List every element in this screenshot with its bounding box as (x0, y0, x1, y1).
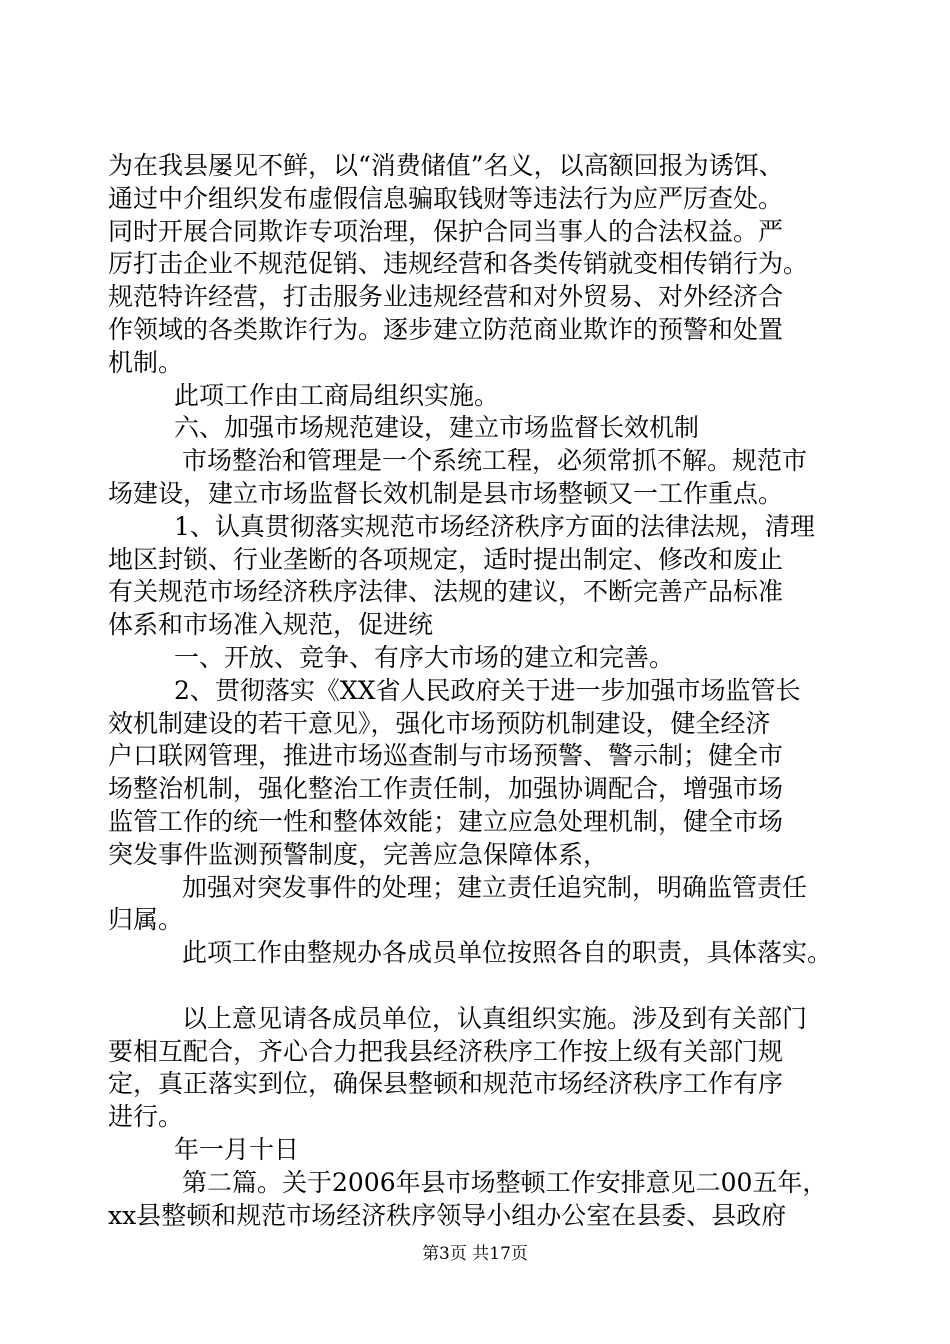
text-line: 场建设，建立市场监督长效机制是县市场整顿又一工作重点。 (108, 478, 784, 508)
section-heading: 六、加强市场规范建设，建立市场监督长效机制 (174, 413, 700, 443)
text-line: 突发事件监测预警制度，完善应急保障体系， (108, 839, 609, 869)
text-line: xx县整顿和规范市场经济秩序领导小组办公室在县委、县政府 (108, 1200, 787, 1230)
text-line: 场整治机制，强化整治工作责任制，加强协调配合，增强市场 (108, 774, 784, 804)
text-line: 机制。 (108, 347, 184, 377)
text-line: 作领域的各类欺诈行为。逐步建立防范商业欺诈的预警和处置 (108, 314, 784, 344)
text-line: 第二篇。关于2006年县市场整顿工作安排意见二00五年， (182, 1167, 828, 1197)
text-line: 以上意见请各成员单位，认真组织实施。涉及到有关部门 (182, 1003, 808, 1033)
text-line: 通过中介组织发布虚假信息骗取钱财等违法行为应严厉查处。 (108, 183, 784, 213)
text-line: 此项工作由工商局组织实施。 (174, 380, 500, 410)
text-line: 厉打击企业不规范促销、违规经营和各类传销就变相传销行为。 (108, 249, 809, 279)
text-line: 效机制建设的若干意见》，强化市场预防机制建设，健全经济 (108, 708, 771, 738)
date-line: 年一月十日 (174, 1134, 300, 1164)
text-line: 1、认真贯彻落实规范市场经济秩序方面的法律法规，清理 (174, 511, 815, 541)
text-line: 归属。 (108, 905, 184, 935)
page-number: 第3页 共17页 (422, 1244, 528, 1264)
text-line: 户口联网管理，推进市场巡查制与市场预警、警示制；健全市 (108, 741, 784, 771)
text-line: 要相互配合，齐心合力把我县经济秩序工作按上级有关部门规 (108, 1036, 784, 1066)
text-line: 此项工作由整规办各成员单位按照各自的职责，具体落实。 (182, 938, 833, 968)
text-line: 同时开展合同欺诈专项治理，保护合同当事人的合法权益。严 (108, 216, 784, 246)
text-line: 为在我县屡见不鲜，以“消费储值”名义，以高额回报为诱饵、 (108, 151, 784, 180)
text-line: 进行。 (108, 1102, 184, 1132)
text-line: 市场整治和管理是一个系统工程，必须常抓不解。规范市 (182, 446, 808, 476)
blank-line (108, 970, 858, 1003)
text-line: 地区封锁、行业垄断的各项规定，适时提出制定、修改和废止 (108, 544, 784, 574)
text-line: 2、贯彻落实《XX省人民政府关于进一步加强市场监管长 (174, 675, 801, 705)
text-line: 定，真正落实到位，确保县整顿和规范市场经济秩序工作有序 (108, 1069, 784, 1099)
document-body (108, 150, 858, 1232)
text-line: 有关规范市场经济秩序法律、法规的建议，不断完善产品标准 (108, 577, 784, 607)
text-line: 体系和市场准入规范，促进统 (108, 610, 434, 640)
text-line: 一、开放、竞争、有序大市场的建立和完善。 (174, 642, 675, 672)
text-line: 加强对突发事件的处理；建立责任追究制，明确监管责任 (182, 872, 808, 902)
text-line: 监管工作的统一性和整体效能；建立应急处理机制，健全市场 (108, 806, 784, 836)
text-line: 规范特许经营，打击服务业违规经营和对外贸易、对外经济合 (108, 282, 784, 312)
